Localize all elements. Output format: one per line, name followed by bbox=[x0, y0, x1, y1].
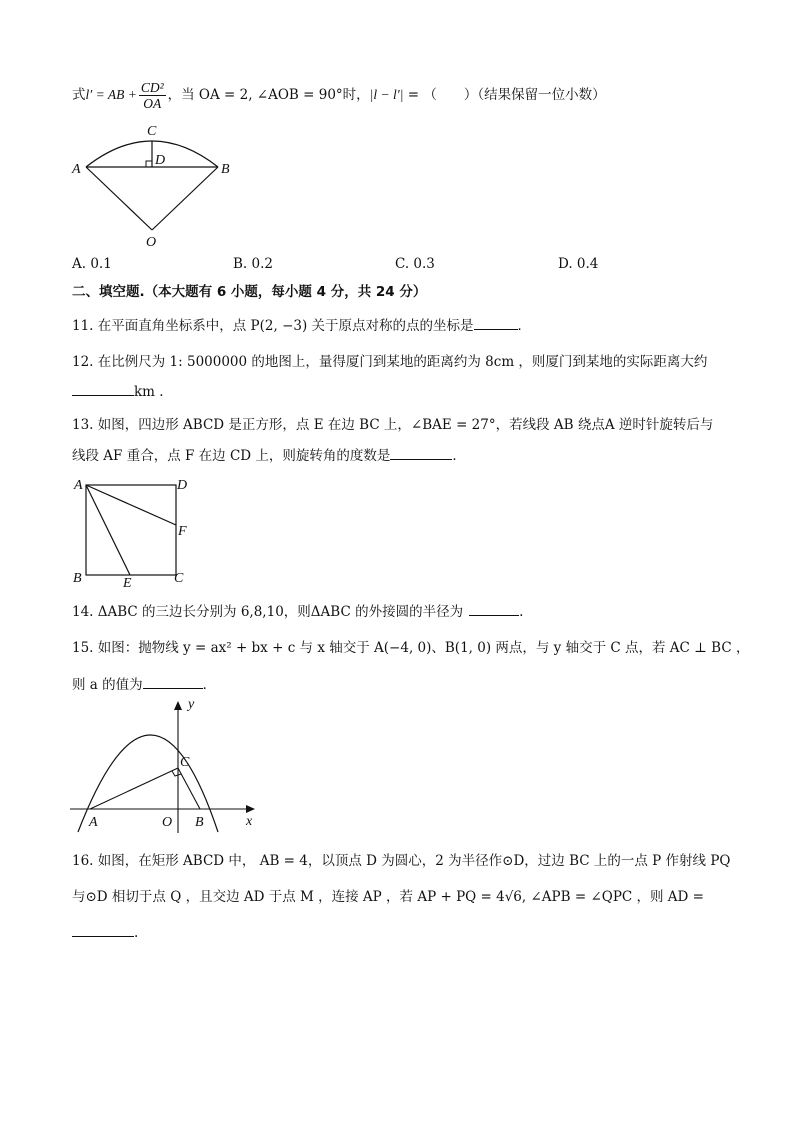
q10-frac-num: CD² bbox=[140, 80, 164, 95]
q16-line2: 与⊙D 相切于点 Q ，且交边 AD 于点 M ，连接 AP ，若 AP + PQ = 4√6, ∠APB = ∠QPC ，则 AD = bbox=[72, 889, 704, 905]
q10-label-d: D bbox=[155, 153, 166, 168]
q13-label-d: D bbox=[177, 478, 188, 493]
q10-segment-ao bbox=[86, 167, 152, 230]
q10-answer-paren: = （ ）（结果保留一位小数） bbox=[403, 87, 606, 103]
q13-square bbox=[86, 485, 176, 575]
q11-answer-blank[interactable] bbox=[474, 317, 518, 330]
q15-y-arrow bbox=[174, 701, 182, 710]
q15-end: ． bbox=[202, 677, 217, 693]
q14-text: 14. ΔABC 的三边长分别为 6,8,10，则ΔABC 的外接圆的半径为 bbox=[72, 604, 464, 620]
q13-label-a: A bbox=[74, 478, 83, 493]
q15-label-o: O bbox=[162, 815, 173, 830]
q10-frac-den: OA bbox=[143, 96, 162, 111]
q10-abs: |l − l′| bbox=[369, 87, 404, 102]
q10-option-a: A. 0.1 bbox=[72, 256, 112, 272]
q13-end: ． bbox=[452, 448, 466, 464]
q10-label-b: B bbox=[221, 162, 230, 177]
q10-label-c: C bbox=[147, 124, 157, 139]
q10-formula-line bbox=[72, 80, 606, 111]
q13-answer-blank[interactable] bbox=[390, 447, 452, 460]
q12-unit: km . bbox=[134, 384, 164, 400]
q10-label-a: A bbox=[72, 162, 81, 177]
q15-label-b: B bbox=[195, 815, 204, 830]
q16-end: . bbox=[134, 925, 139, 941]
q15-segment-bc bbox=[178, 768, 200, 809]
q11-text: 11. 在平面直角坐标系中，点 P(2, −3) 关于原点对称的点的坐标是 bbox=[72, 318, 474, 334]
q13-segment-ae bbox=[86, 485, 130, 575]
q10-option-b: B. 0.2 bbox=[233, 256, 273, 272]
q10-segment-bo bbox=[152, 167, 218, 230]
q10-fraction bbox=[139, 80, 166, 111]
q15-line2 bbox=[72, 676, 216, 694]
q15-segment-ac bbox=[90, 768, 178, 809]
q15-label-y: y bbox=[188, 698, 195, 712]
q10-formula-lhs: l′ = AB + bbox=[85, 87, 137, 102]
q14-end: . bbox=[519, 604, 524, 620]
q15-label-x: x bbox=[246, 814, 253, 829]
q14 bbox=[72, 603, 523, 621]
q10-right-angle-mark bbox=[146, 161, 152, 167]
q13-line2-text: 线段 AF 重合，点 F 在边 CD 上，则旋转角的度数是 bbox=[72, 448, 391, 464]
q15-x-arrow bbox=[246, 805, 255, 813]
q16-answer-blank[interactable] bbox=[72, 924, 134, 937]
q13-figure bbox=[70, 474, 200, 590]
q13-label-f: F bbox=[178, 524, 187, 539]
q10-label-o: O bbox=[146, 235, 157, 250]
q16-line1: 16. 如图，在矩形 ABCD 中， AB = 4，以顶点 D 为圆心，2 为半径作⊙D，过边 BC 上的一点 P 作射线 PQ bbox=[72, 853, 731, 869]
q15-label-c: C bbox=[180, 755, 190, 770]
section-title: 二、填空题.（本大题有 6 小题，每小题 4 分，共 24 分） bbox=[72, 284, 427, 300]
q15-answer-blank[interactable] bbox=[143, 676, 203, 689]
q13-segment-af bbox=[86, 485, 176, 525]
q12-line1: 12. 在比例尺为 1: 5000000 的地图上，量得厦门到某地的距离约为 8cm ，则厦门到某地的实际距离大约 bbox=[72, 354, 708, 370]
q15-line1: 15. 如图：抛物线 y = ax² + bx + c 与 x 轴交于 A(−4, 0)、B(1, 0) 两点，与 y 轴交于 C 点，若 AC ⊥ BC ， bbox=[72, 640, 750, 656]
q12-answer-blank[interactable] bbox=[72, 383, 134, 396]
q12-line2 bbox=[72, 383, 164, 401]
q13-label-b: B bbox=[73, 571, 82, 586]
q10-condition: ，当 OA = 2, ∠AOB = 90°时， bbox=[167, 87, 370, 103]
q10-prefix: 式 bbox=[72, 87, 86, 103]
q15-label-a: A bbox=[89, 815, 98, 830]
q10-option-d: D. 0.4 bbox=[558, 256, 599, 272]
q13-line2 bbox=[72, 447, 466, 465]
q10-figure bbox=[70, 122, 240, 250]
q15-figure bbox=[68, 698, 268, 838]
q15-line2-text: 则 a 的值为 bbox=[72, 677, 143, 693]
q16-line3 bbox=[72, 924, 138, 942]
q10-option-c: C. 0.3 bbox=[395, 256, 435, 272]
q11-end: ． bbox=[517, 318, 532, 334]
q13-label-e: E bbox=[123, 576, 132, 590]
q13-line1: 13. 如图，四边形 ABCD 是正方形，点 E 在边 BC 上，∠BAE = 27°，若线段 AB 绕点A 逆时针旋转后与 bbox=[72, 417, 714, 433]
q11 bbox=[72, 317, 531, 335]
q14-answer-blank[interactable] bbox=[469, 603, 519, 616]
q13-label-c: C bbox=[174, 571, 184, 586]
